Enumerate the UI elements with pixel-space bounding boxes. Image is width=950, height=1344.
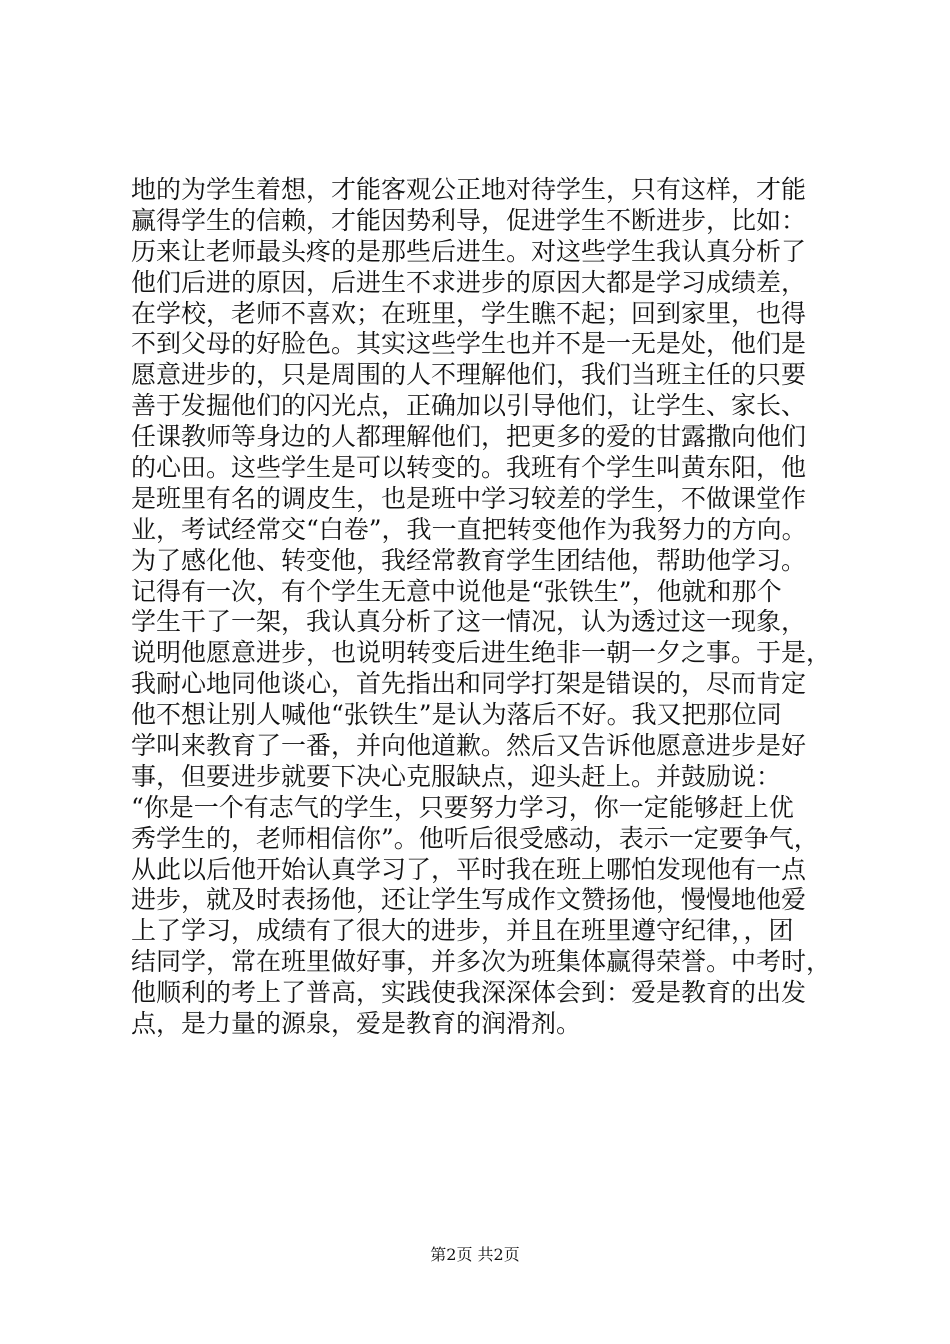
text-line: 愿意进步的，只是周围的人不理解他们，我们当班主任的只要 [131,360,807,390]
text-line: 历来让老师最头疼的是那些后进生。对这些学生我认真分析了 [131,236,807,266]
page-footer: 第2页 共2页 [430,1245,520,1264]
text-line: 任课教师等身边的人都理解他们，把更多的爱的甘露撒向他们 [131,422,807,452]
text-line: 他们后进的原因，后进生不求进步的原因大都是学习成绩差， [131,267,807,297]
text-line: 在学校，老师不喜欢；在班里，学生瞧不起；回到家里，也得 [131,298,807,328]
text-line: 秀学生的，老师相信你”。他听后很受感动，表示一定要争气， [131,823,819,853]
text-line: 结同学，常在班里做好事，并多次为班集体赢得荣誉。中考时， [131,947,832,977]
text-line: 他顺利的考上了普高，实践使我深深体会到：爱是教育的出发 [131,978,807,1008]
text-line: 善于发掘他们的闪光点，正确加以引导他们，让学生、家长、 [131,391,807,421]
text-line: 上了学习，成绩有了很大的进步，并且在班里遵守纪律，，团 [131,916,794,946]
text-line: 地的为学生着想，才能客观公正地对待学生，只有这样，才能 [131,175,807,204]
text-line: 学生干了一架，我认真分析了这一情况，认为透过这一现象， [131,607,807,637]
text-line: 事，但要进步就要下决心克服缺点，迎头赶上。并鼓励说： [131,761,782,791]
text-line: 为了感化他、转变他，我经常教育学生团结他，帮助他学习。 [131,545,807,575]
text-line: 说明他愿意进步，也说明转变后进生绝非一朝一夕之事。于是， [131,638,832,668]
text-line: 是班里有名的调皮生，也是班中学习较差的学生，不做课堂作 [131,483,807,513]
text-line: 不到父母的好脸色。其实这些学生也并不是一无是处，他们是 [131,329,807,359]
body-paragraph [131,175,831,1040]
text-line: 点，是力量的源泉，爱是教育的润滑剂。 [131,1009,582,1039]
text-line: 学叫来教育了一番，并向他道歉。然后又告诉他愿意进步是好 [131,731,807,761]
text-line: 的心田。这些学生是可以转变的。我班有个学生叫黄东阳，他 [131,453,807,483]
text-line: 从此以后他开始认真学习了，平时我在班上哪怕发现他有一点 [131,854,807,884]
text-line: 我耐心地同他谈心，首先指出和同学打架是错误的，尽而肯定 [131,669,807,699]
text-line: 赢得学生的信赖，才能因势利导，促进学生不断进步，比如： [131,205,807,235]
text-line: “你是一个有志气的学生，只要努力学习，你一定能够赶上优 [131,792,794,822]
text-line: 他不想让别人喊他“张铁生”是认为落后不好。我又把那位同 [131,700,782,730]
text-line: 业，考试经常交“白卷”，我一直把转变他作为我努力的方向。 [131,514,807,544]
text-line: 记得有一次，有个学生无意中说他是“张铁生”，他就和那个 [131,576,782,606]
text-line: 进步，就及时表扬他，还让学生写成作文赞扬他，慢慢地他爱 [131,885,807,915]
